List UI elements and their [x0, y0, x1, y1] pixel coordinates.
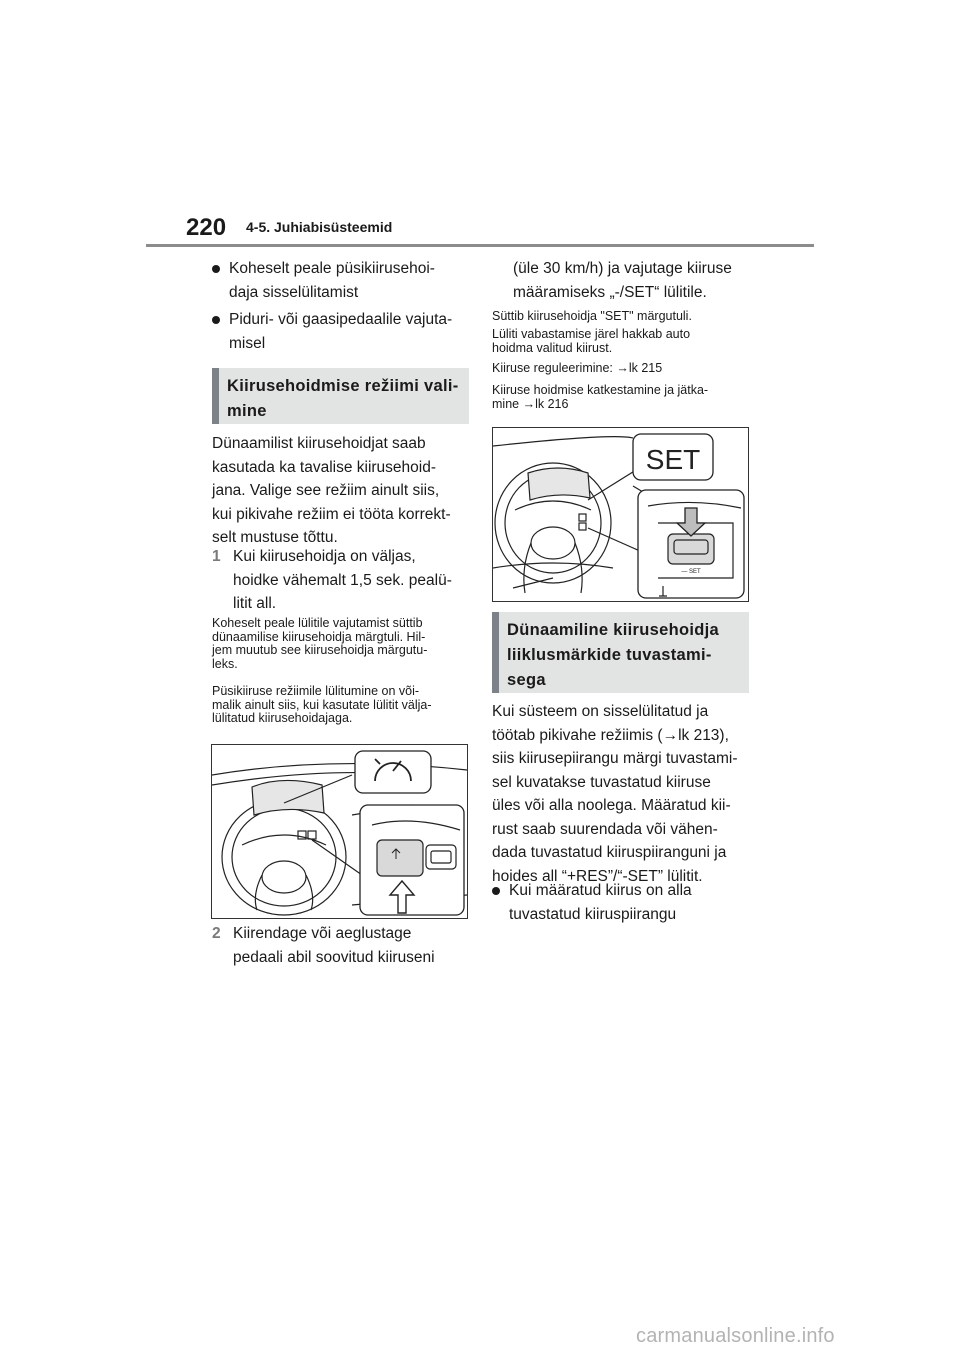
page-number: 220 — [186, 214, 227, 241]
heading-line: mine — [227, 402, 267, 420]
text-line: selt mustuse tõttu. — [212, 529, 338, 546]
text-line: Kiiruse hoidmise katkestamine ja jätka- — [492, 383, 709, 397]
text-line: lülitatud kiirusehoidajaga. — [212, 711, 353, 725]
note-link[interactable] — [492, 384, 754, 411]
heading-line: Dünaamiline kiirusehoidja — [507, 621, 719, 639]
note — [212, 685, 474, 726]
text-line: jana. Valige see režiim ainult siis, — [212, 482, 440, 499]
set-callout-label: SET — [645, 444, 701, 475]
text-line: tuvastatud kiiruspiirangu — [509, 905, 677, 923]
set-switch-illustration — [492, 427, 749, 602]
text-line: Koheselt peale lülitile vajutamist süttib — [212, 616, 423, 630]
steering-switch-illustration — [211, 744, 468, 919]
text-line: hoidke vähemalt 1,5 sek. pealü- — [233, 571, 452, 589]
header-rule — [146, 244, 814, 247]
chapter-title: 4-5. Juhiabisüsteemid — [246, 219, 393, 235]
note — [492, 328, 754, 355]
note — [212, 617, 474, 671]
text-line: Süttib kiirusehoidja "SET" märgutuli. — [492, 309, 692, 323]
text-line: Kui süsteem on sisselülitatud ja — [492, 703, 709, 720]
text-line: litit all. — [233, 595, 277, 612]
text-line: Kiirendage või aeglustage — [233, 925, 412, 942]
bullet-dot-icon — [492, 887, 500, 895]
text-line: Piduri- või gaasipedaalile vajuta- — [229, 311, 453, 328]
text-line: Koheselt peale püsikiirusehoi- — [229, 260, 435, 277]
text-line: üles või alla noolega. Määratud kii- — [492, 797, 731, 814]
text-line: töötab pikivahe režiimis (→lk 213), — [492, 726, 729, 744]
text-line: dünaamilise kiirusehoidja märgtuli. Hil- — [212, 629, 426, 644]
switch-set-label: — SET — [681, 569, 701, 575]
step-number: 2 — [212, 925, 221, 942]
text-line: hoides all “+RES”/“-SET” lülitit. — [492, 867, 703, 885]
text-line: Kui määratud kiirus on alla — [509, 882, 692, 899]
text-line: kui pikivahe režiim ei tööta korrekt- — [212, 505, 451, 523]
section-heading-sign-recognition — [492, 612, 749, 693]
text-line: jem muutub see kiirusehoidja märgutu- — [212, 643, 428, 657]
note — [492, 310, 754, 324]
text-line: leks. — [212, 656, 238, 671]
text-line: Püsikiiruse režiimile lülitumine on või- — [212, 684, 420, 698]
text-line: sel kuvatakse tuvastatud kiiruse — [492, 773, 711, 791]
text-line: siis kiirusepiirangu märgi tuvastami- — [492, 750, 738, 767]
section-heading-mode-select — [212, 368, 469, 424]
continuation-text — [513, 257, 763, 304]
paragraph — [212, 432, 474, 550]
bullet-dot-icon — [212, 316, 220, 324]
text-line: Lüliti vabastamise järel hakkab auto — [492, 327, 691, 341]
heading-line: liiklusmärkide tuvastami- — [507, 646, 712, 664]
text-line: misel — [229, 334, 266, 352]
step-number: 1 — [212, 548, 221, 565]
text-line: pedaali abil soovitud kiiruseni — [233, 948, 435, 966]
text-line: Kiiruse reguleerimine: →lk 215 — [492, 361, 663, 375]
bullet-dot-icon — [212, 265, 220, 273]
text-line: kasutada ka tavalise kiirusehoid- — [212, 458, 437, 476]
heading-line: sega — [507, 671, 546, 689]
footer-watermark[interactable]: carmanualsonline.info — [636, 1325, 835, 1347]
text-line: (üle 30 km/h) ja vajutage kiiruse — [513, 260, 732, 277]
text-line: daja sisselülitamist — [229, 283, 359, 301]
paragraph — [492, 700, 754, 888]
text-line: malik ainult siis, kui kasutate lülitit välja- — [212, 697, 432, 712]
text-line: Dünaamilist kiirusehoidjat saab — [212, 435, 426, 452]
text-line: hoidma valitud kiirust. — [492, 340, 613, 355]
note-link[interactable] — [492, 362, 754, 376]
text-line: määramiseks „-/SET“ lülitile. — [513, 283, 707, 301]
heading-line: Kiirusehoidmise režiimi vali- — [227, 377, 459, 395]
text-line: rust saab suurendada või vähen- — [492, 820, 718, 838]
text-line: mine →lk 216 — [492, 396, 569, 411]
text-line: Kui kiirusehoidja on väljas, — [233, 548, 416, 565]
text-line: dada tuvastatud kiiruspiiranguni ja — [492, 844, 727, 861]
